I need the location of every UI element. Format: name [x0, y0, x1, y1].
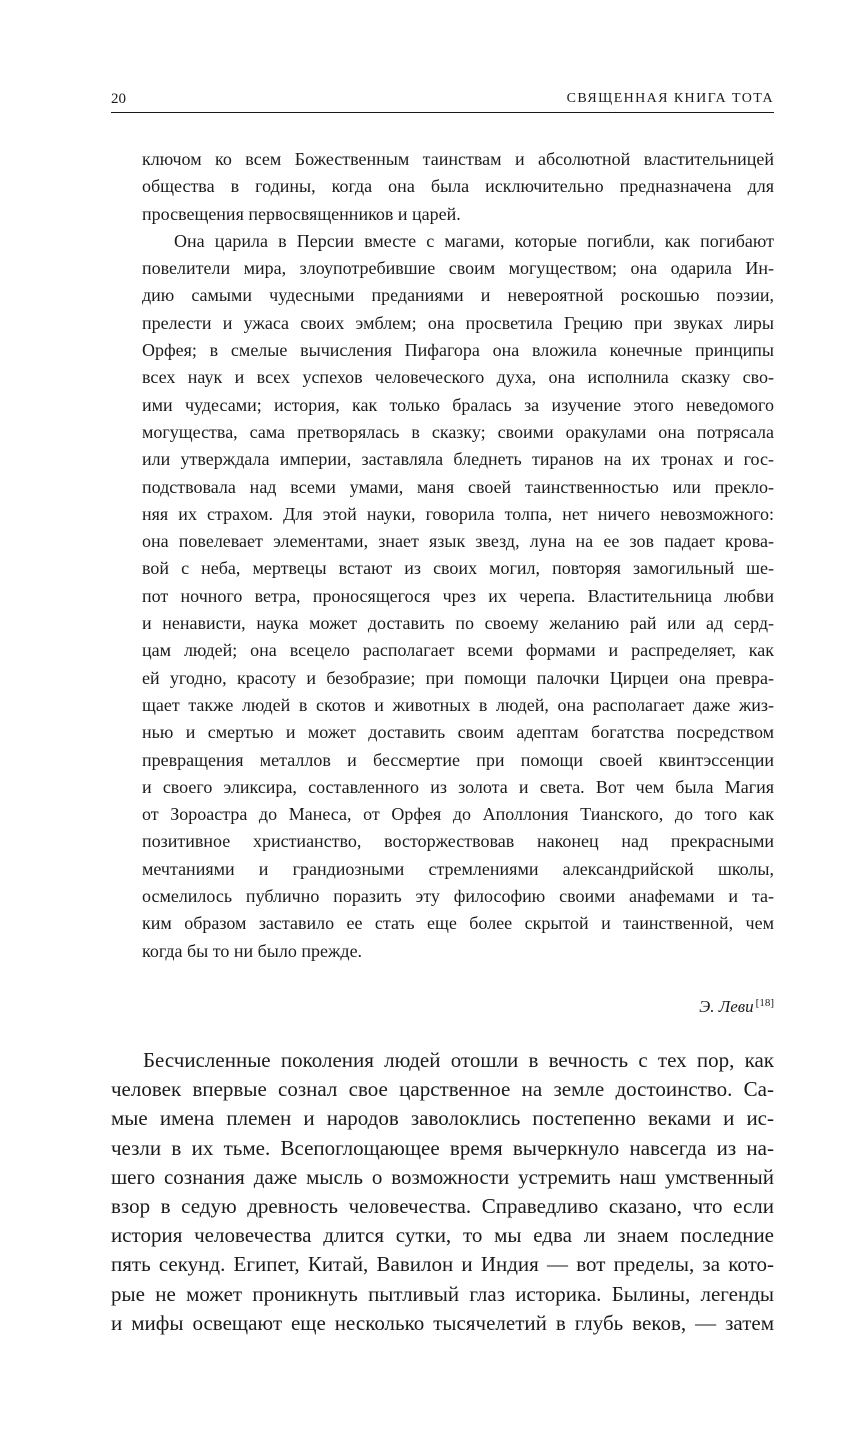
epigraph-line: и своего эликсира, составленного из золота и света. Вот чем была Магия [142, 776, 774, 797]
epigraph-line: она повелевает элементами, знает язык звезд, луна на ее зов падает крова- [142, 531, 774, 552]
page-header [111, 88, 774, 113]
body-line: пять секунд. Египет, Китай, Вавилон и Индия — вот пределы, за кото- [111, 1252, 774, 1277]
epigraph-line: или утверждала империи, заставляла бледнеть тиранов на их тронах и гос- [142, 449, 774, 470]
epigraph-line: цам людей; она всецело располагает всеми формами и распределяет, как [142, 640, 774, 661]
epigraph-line: общества в годины, когда она была исключительно предназначена для [142, 176, 774, 197]
body-line: человек впервые сознал свое царственное на земле достоинство. Са- [111, 1077, 774, 1102]
epigraph-line: ей угодно, красоту и безобразие; при помощи палочки Цирцеи она превра- [142, 667, 774, 688]
running-title: СВЯЩЕННАЯ КНИГА ТОТА [566, 91, 774, 106]
epigraph-line: няя их страхом. Для этой науки, говорила толпа, нет ничего невозможного: [142, 503, 774, 524]
epigraph-line: превращения металлов и бессмертие при помощи своей квинтэссенции [142, 749, 774, 770]
epigraph-quote [142, 146, 774, 965]
body-line: история человечества длится сутки, то мы едва ли знаем последние [111, 1223, 774, 1248]
epigraph-line: ими чудесами; история, как только бралась за изучение этого неведомого [142, 394, 774, 415]
epigraph-line: ключом ко всем Божественным таинствам и абсолютной властительницей [142, 149, 774, 169]
epigraph-line: подствовала над всеми умами, маня своей таинственностью или преклo- [142, 476, 774, 497]
epigraph-line: просвещения первосвященников и царей. [142, 203, 461, 224]
body-paragraph [111, 1046, 774, 1338]
footnote-reference[interactable]: [18] [755, 997, 774, 1009]
epigraph-line: позитивное христианство, восторжествовав наконец над прекрасными [142, 831, 774, 852]
epigraph-attribution [699, 992, 774, 1018]
epigraph-line: и ненависти, наука может доставить по своему желанию рай или ад серд- [142, 613, 774, 634]
epigraph-line: Орфея; в смелые вычисления Пифагора она вложила конечные принципы [142, 340, 774, 361]
epigraph-line: прелести и ужаса своих эмблем; она просветила Грецию при звуках лиры [142, 312, 774, 333]
epigraph-line: вой с неба, мертвецы встают из своих могил, повторяя замогильный ше- [142, 558, 774, 579]
body-line: чезли в их тьме. Всепоглощающее время вычеркнуло навсегда из на- [111, 1135, 774, 1160]
epigraph-line: мечтаниями и грандиозными стремлениями александрийской школы, [142, 858, 774, 879]
body-line: мые имена племен и народов заволоклись постепенно веками и ис- [111, 1106, 774, 1131]
body-line: шего сознания даже мысль о возможности устремить наш умственный [111, 1164, 774, 1189]
body-line: и мифы освещают еще несколько тысячелетий в глубь веков, — затем [111, 1310, 774, 1335]
epigraph-line: щает также людей в скотов и животных в людей, она располагает даже жиз- [142, 694, 774, 715]
epigraph-line: Она царила в Персии вместе с магами, которые погибли, как погибают [174, 230, 774, 251]
epigraph-line: нью и смертью и может доставить своим адептам богатства посредством [142, 722, 774, 743]
epigraph-line: ким образом заставило ее стать еще более скрытой и таинственной, чем [142, 913, 774, 934]
body-line: взор в седую древность человечества. Справедливо сказано, что если [111, 1193, 774, 1218]
epigraph-line: повелители мира, злоупотребившие своим могуществом; она одарила Ин- [142, 258, 774, 279]
epigraph-line: осмелилось публично поразить эту философию своими анафемами и та- [142, 886, 774, 907]
body-line: рые не может проникнуть пытливый глаз историка. Былины, легенды [111, 1281, 774, 1306]
body-line: Бесчисленные поколения людей отошли в вечность с тех пор, как [143, 1048, 774, 1072]
epigraph-line: всех наук и всех успехов человеческого духа, она исполнила сказку сво- [142, 367, 774, 388]
epigraph-line: могущества, сама претворялась в сказку; своими оракулами она потрясала [142, 421, 774, 442]
attribution-author: Э. Леви [699, 997, 754, 1016]
epigraph-line: от Зороастра до Манеса, от Орфея до Аполлония Тианского, до того как [142, 804, 774, 825]
page-number: 20 [111, 91, 126, 107]
epigraph-line: пот ночного ветра, проносящегося чрез их черепа. Властительница любви [142, 585, 774, 606]
epigraph-line: дию самыми чудесными преданиями и невероятной роскошью поэзии, [142, 285, 774, 306]
epigraph-line: когда бы то ни было прежде. [142, 940, 363, 961]
